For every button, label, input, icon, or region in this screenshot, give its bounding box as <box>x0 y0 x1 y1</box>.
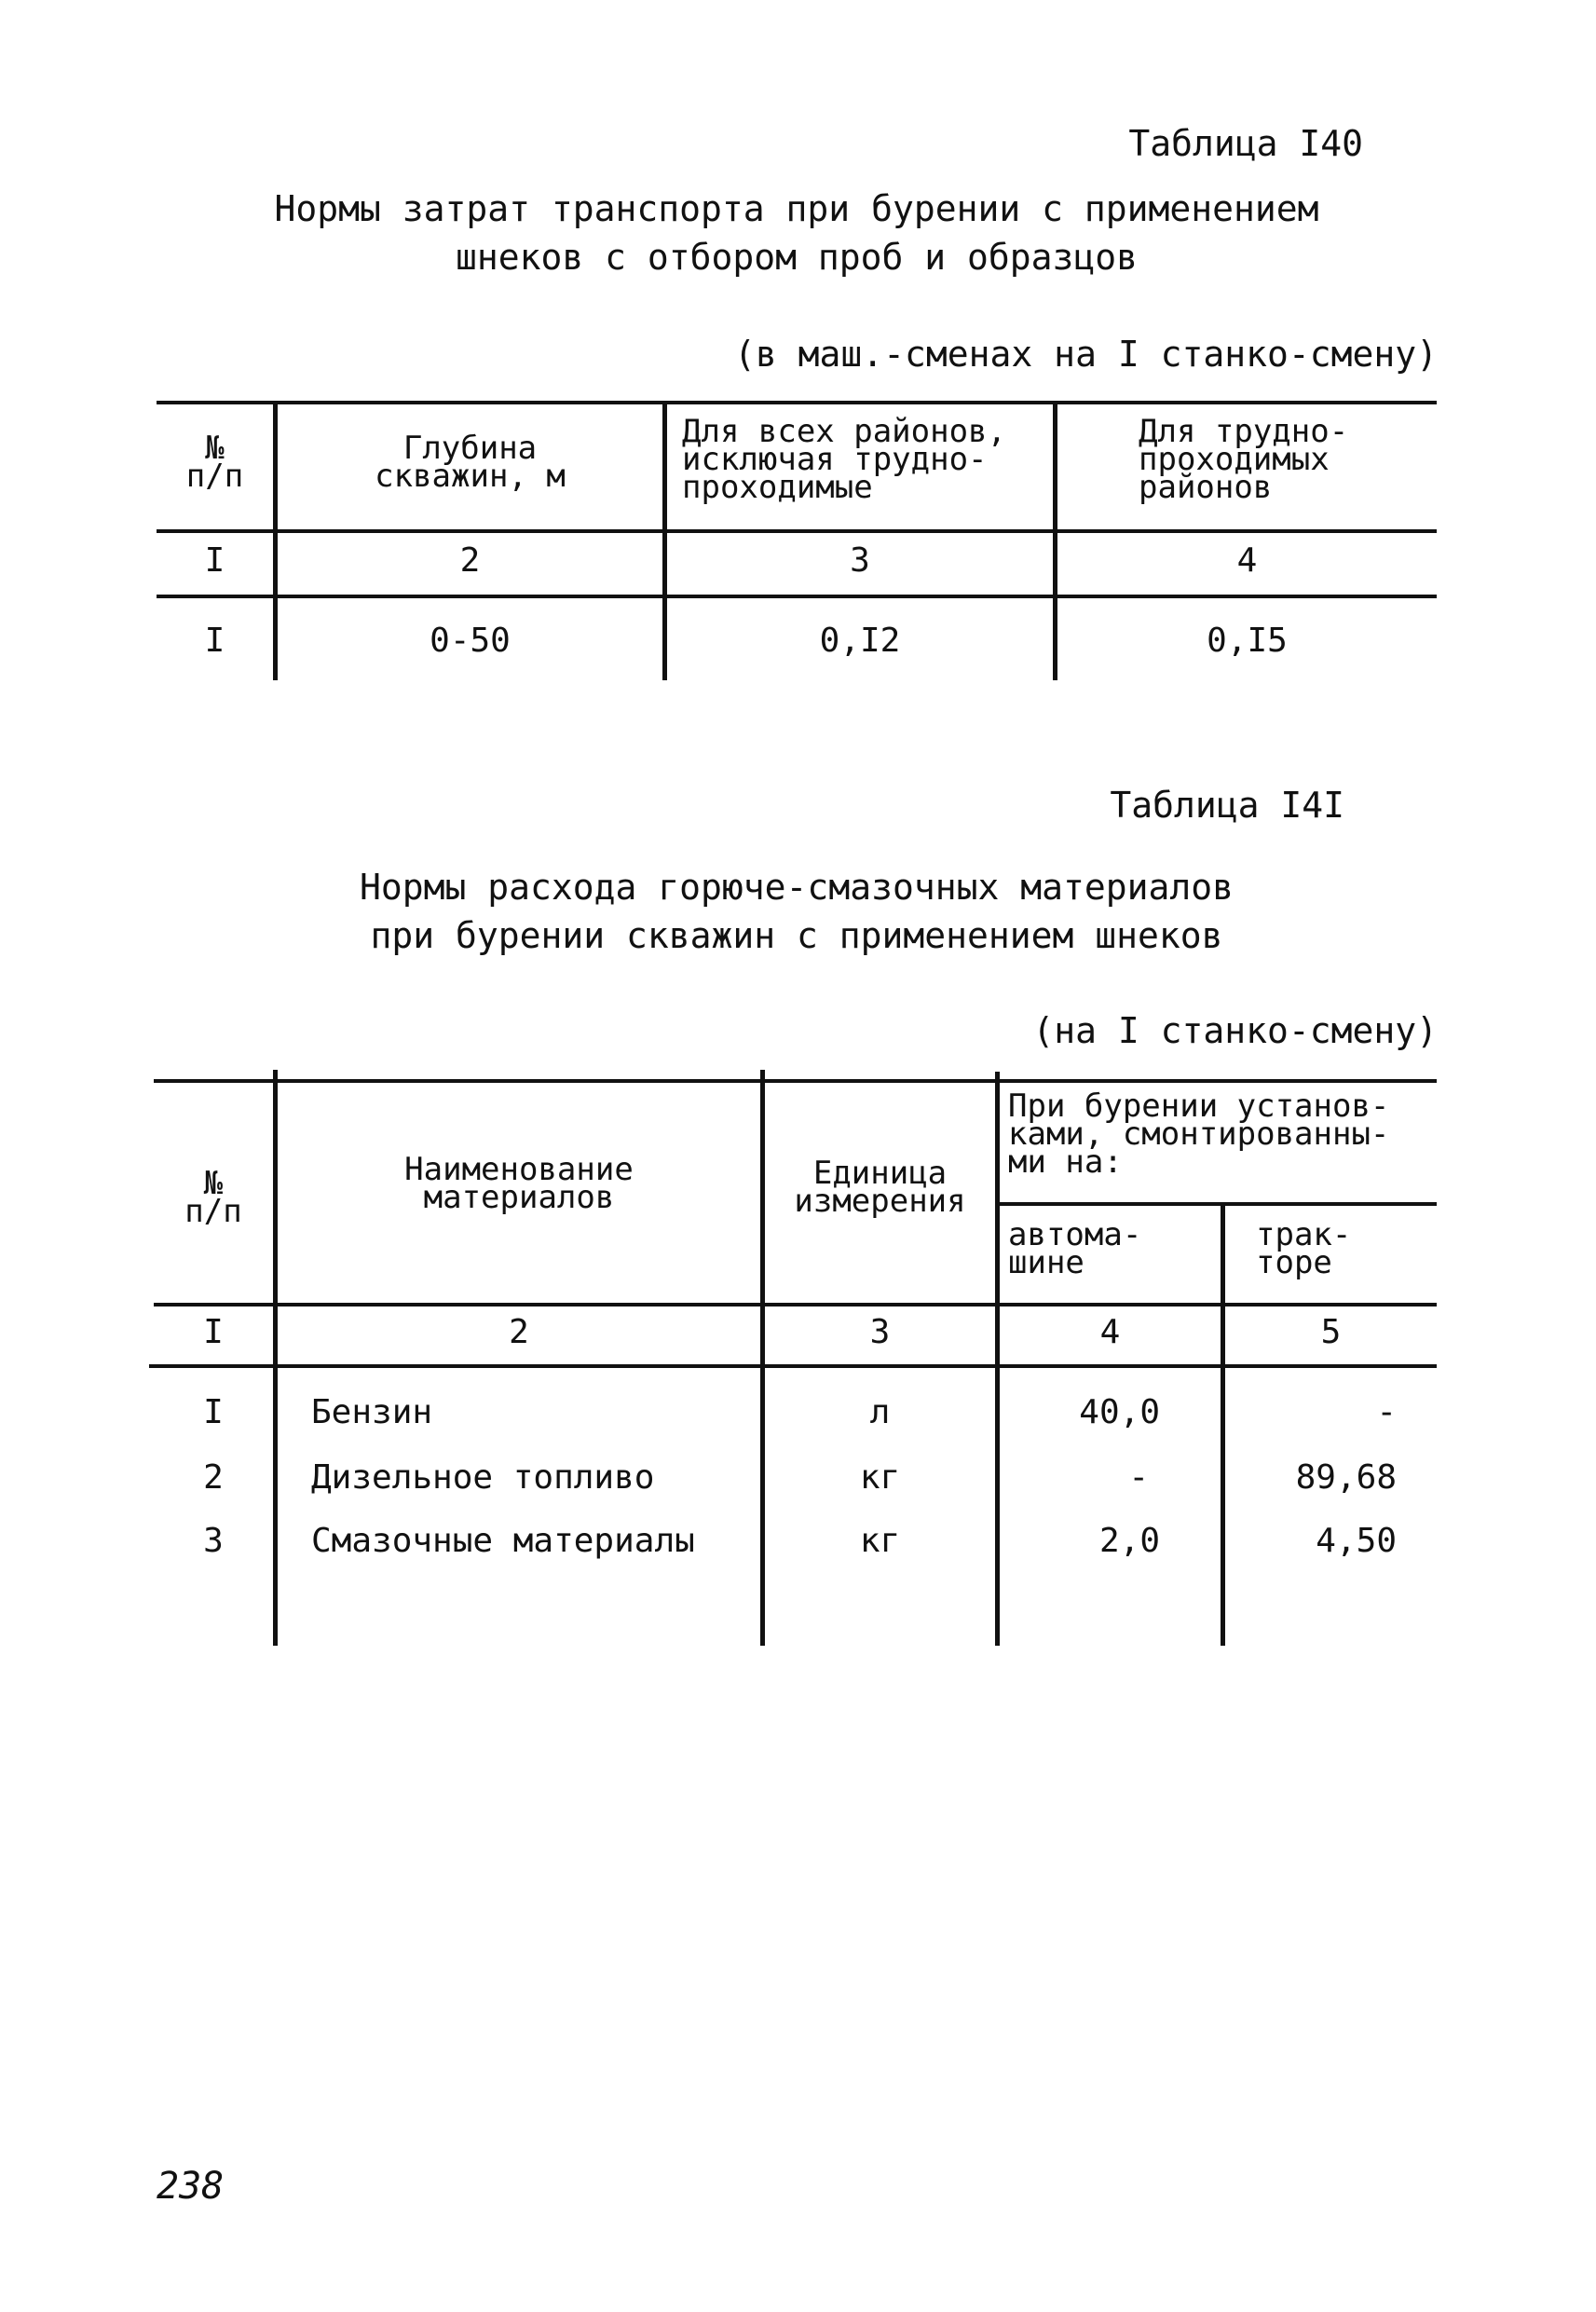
page-number: 238 <box>157 2165 225 2208</box>
table-141-row-2-num: 2 <box>203 1458 224 1497</box>
table-140-row-num: I <box>204 622 225 660</box>
table-141-row-2-unit: кг <box>859 1458 901 1497</box>
table-141-row-1-num: I <box>203 1393 224 1431</box>
table-141-colnum-5: 5 <box>1320 1313 1342 1351</box>
table-141-row-3-unit: кг <box>859 1522 901 1560</box>
table-140-header-depth: Глубина скважин, м <box>375 430 566 495</box>
table-141-colnum-4: 4 <box>1099 1313 1121 1351</box>
table-140-colnum-4: 4 <box>1236 541 1258 580</box>
table-140-units: (в маш.-сменах на I станко-смену) <box>734 334 1438 375</box>
table-141-row-1-name: Бензин <box>311 1393 433 1431</box>
table-141-label: Таблица I4I <box>1110 785 1344 826</box>
table-140-row-all: 0,I2 <box>819 622 901 660</box>
table-141-row-2-auto: - <box>1128 1458 1149 1497</box>
table-141-colnum-rule <box>149 1364 1437 1368</box>
table-141-row-3-num: 3 <box>203 1522 224 1560</box>
table-141-header-num: № п/п <box>184 1165 242 1230</box>
table-141-header-group: При бурении установ- ками, смонтированны- ми на: <box>1008 1088 1390 1181</box>
table-140-title-line1: Нормы затрат транспорта при бурении с применением <box>274 188 1319 229</box>
table-140-header-all-regions: Для всех районов, исключая трудно- проходимые <box>682 413 1006 506</box>
table-140-colnum-3: 3 <box>850 541 870 580</box>
table-140-label: Таблица I40 <box>1128 123 1363 164</box>
table-140-row-hard: 0,I5 <box>1207 622 1288 660</box>
table-141-colnum-3: 3 <box>869 1313 891 1351</box>
table-141-units: (на I станко-смену) <box>1032 1010 1438 1051</box>
table-141-row-2-name: Дизельное топливо <box>311 1458 655 1497</box>
table-141-header-name: Наименование материалов <box>404 1151 634 1216</box>
table-140-header-hard-regions: Для трудно- проходимых районов <box>1139 413 1349 506</box>
table-141-header-unit: Единица измерения <box>794 1155 966 1220</box>
table-140-colnum-1: I <box>204 541 225 580</box>
table-141-header-rule <box>154 1303 1437 1306</box>
table-140-colnum-2: 2 <box>459 541 481 580</box>
table-140-header-num: № п/п <box>185 430 244 495</box>
table-141-header-tractor: трак- торе <box>1256 1216 1352 1281</box>
table-141-colnum-1: I <box>203 1313 224 1351</box>
table-140-row-depth: 0-50 <box>430 622 511 660</box>
table-141-colnum-2: 2 <box>509 1313 529 1351</box>
table-141-row-3-auto: 2,0 <box>1098 1522 1160 1560</box>
table-141-row-1-unit: л <box>869 1393 891 1431</box>
table-141-header-auto: автома- шине <box>1008 1216 1142 1281</box>
table-141-title-line1: Нормы расхода горюче-смазочных материалов <box>360 867 1234 908</box>
table-141-row-2-tractor: 89,68 <box>1295 1458 1397 1497</box>
table-141-row-3-name: Смазочные материалы <box>311 1522 695 1560</box>
table-141-title-line2: при бурении скважин с применением шнеков <box>370 915 1223 956</box>
table-140-title-line2: шнеков с отбором проб и образцов <box>455 237 1139 278</box>
table-141-top-rule <box>154 1079 1437 1083</box>
table-141-group-rule <box>999 1202 1437 1206</box>
table-141-row-1-tractor: - <box>1376 1393 1397 1431</box>
table-141-row-3-tractor: 4,50 <box>1316 1522 1397 1560</box>
table-141-row-1-auto: 40,0 <box>1079 1393 1160 1431</box>
